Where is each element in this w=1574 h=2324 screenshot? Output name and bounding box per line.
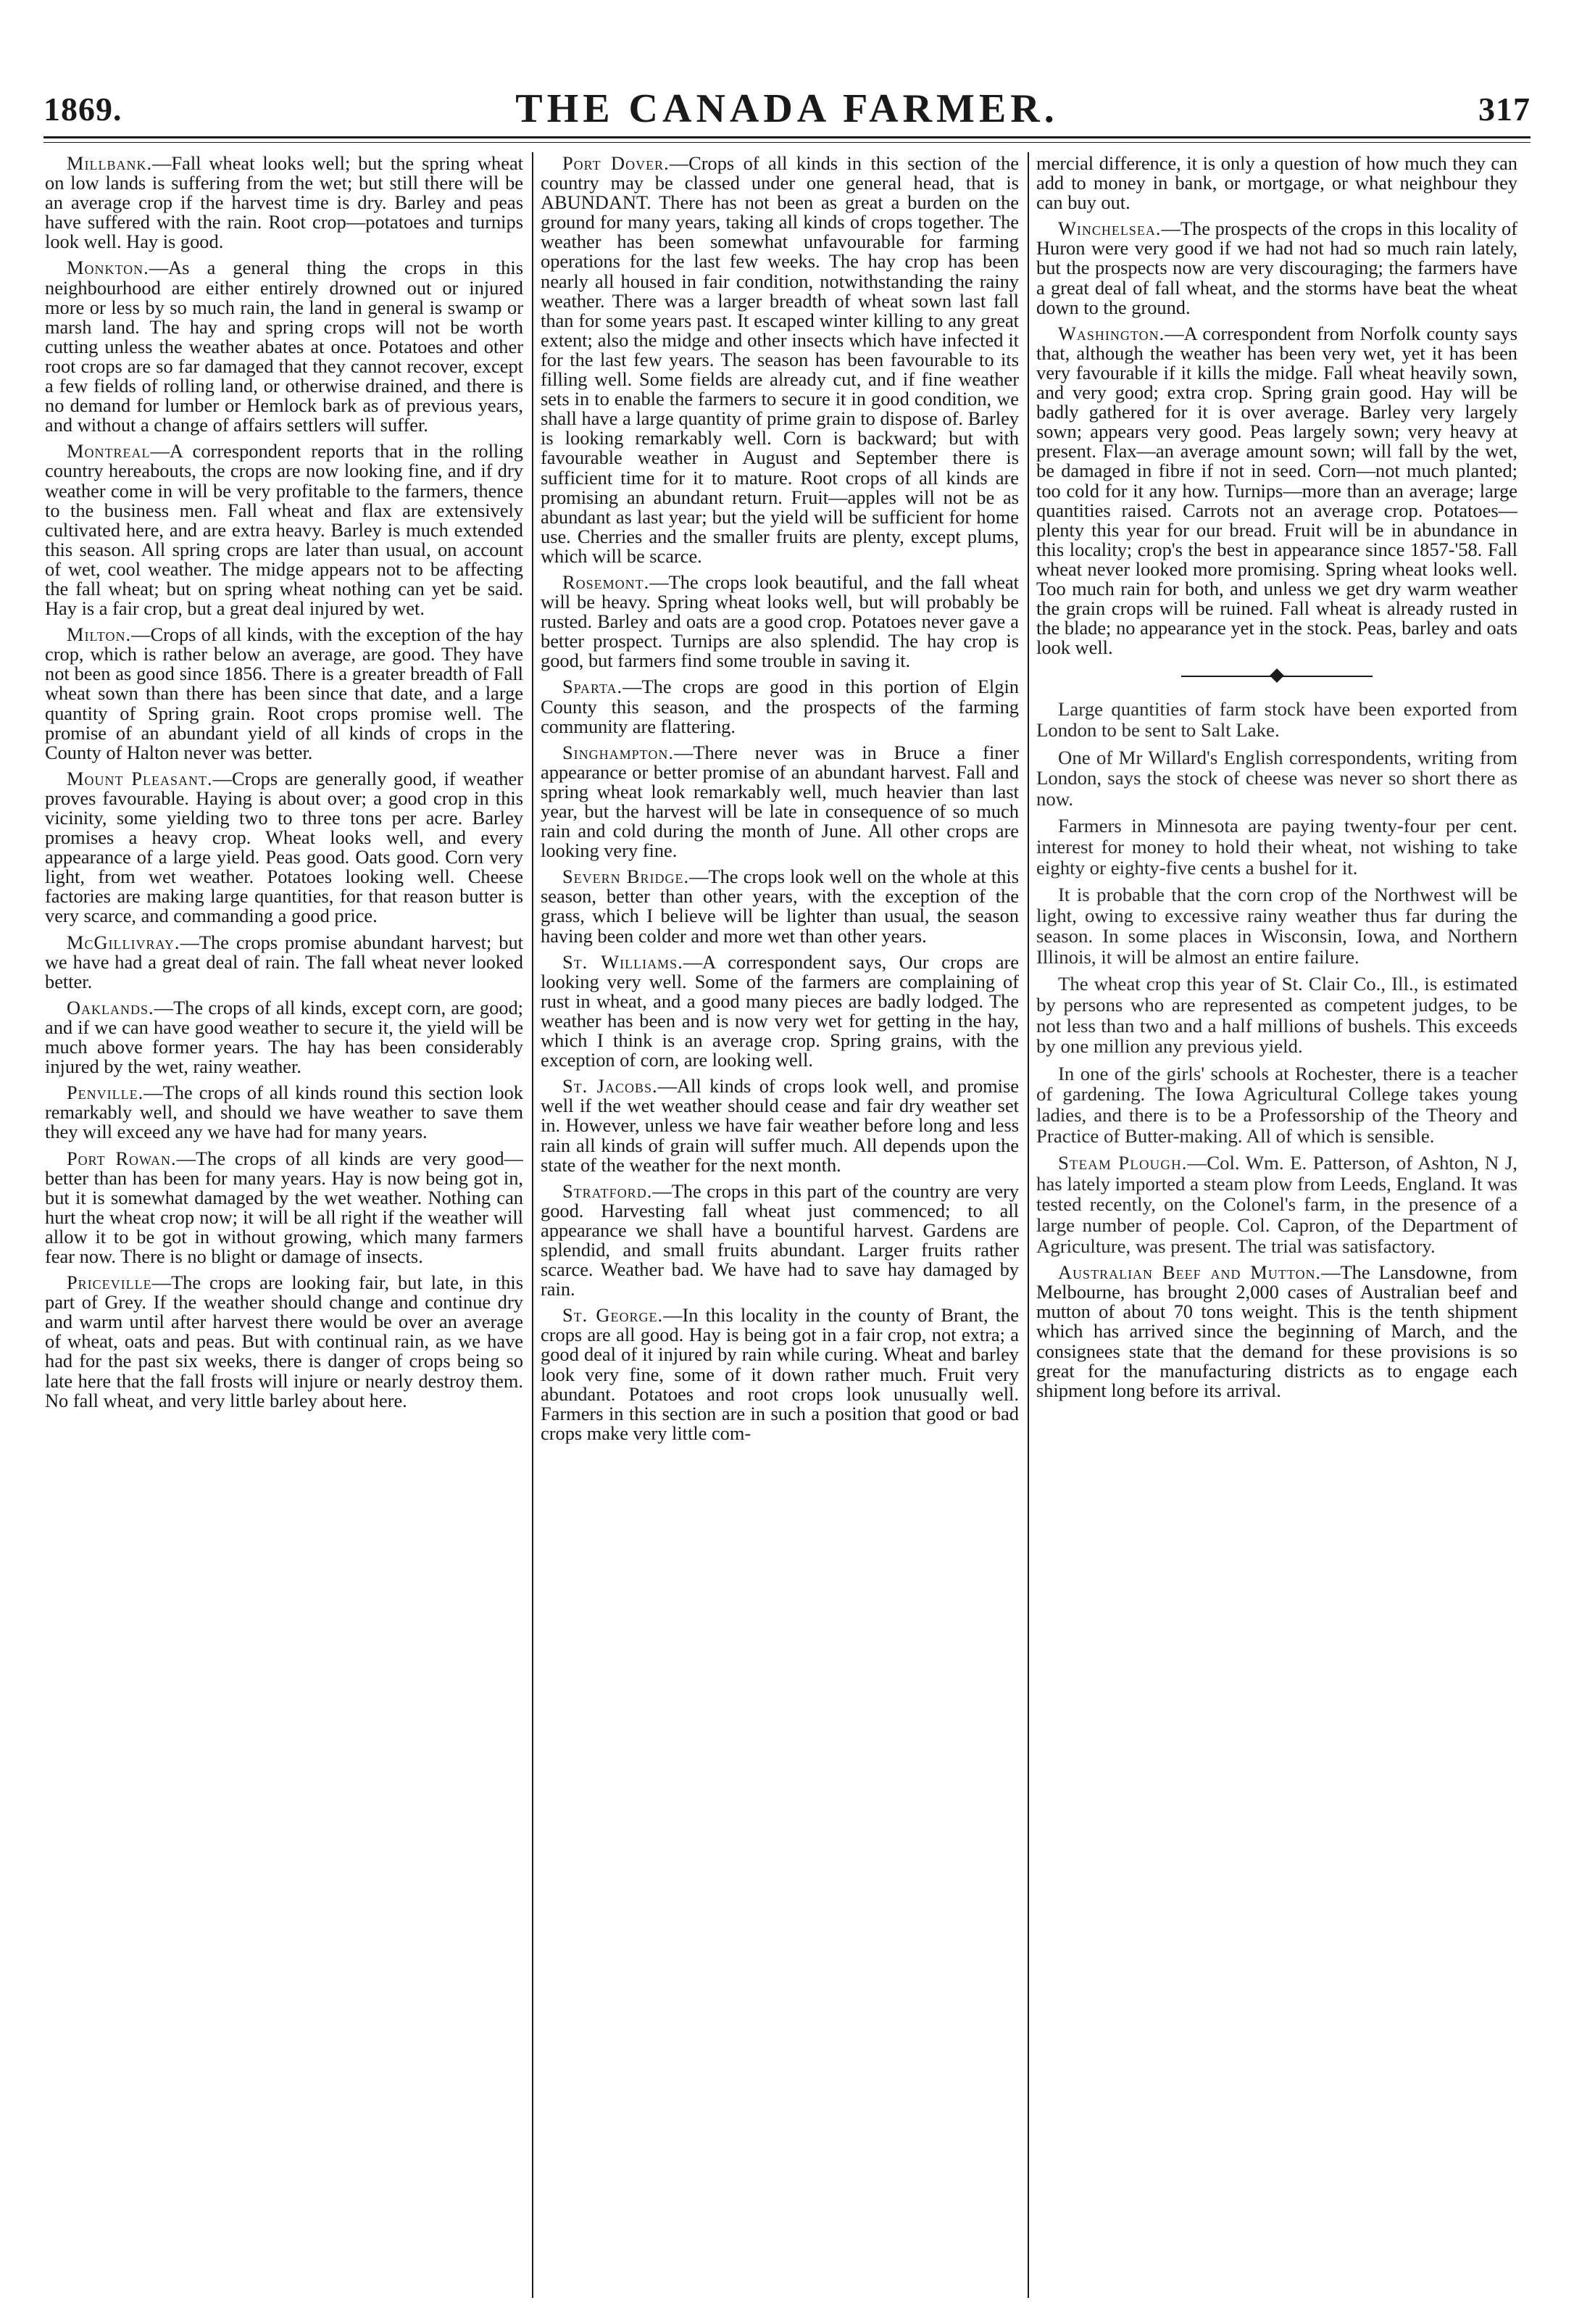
report-text: —The crops are good in this portion of Elgin County this season, and the prospects of the farming community are flattering. xyxy=(541,676,1019,737)
report-text: —Crops of all kinds in this section of the country may be classed under one general head, that is ABUNDANT. There has not been as great a burden on the ground for many years, taking all kinds of crops together. The weather has been somewhat unfavourable for farming operations for the last few weeks. The hay crop has been nearly all housed in fair condition, notwithstanding the rainy weather. There was a larger breadth of wheat sown last fall than for some years past. It escaped winter killing to any great extent; also the midge and other insects which have infected it for the last few years. The season has been favourable to its filling well. Some fields are already cut, and if fine weather sets in to enable the farmers to secure it in good condition, we shall have a large quantity of prime grain to dispose of. Barley is looking remarkably well. Corn is backward; but with favourable weather in August and September there is sufficient time for it to mature. Root crops of all kinds are promising an abundant return. Fruit—apples will not be as abundant as last year; but the yield will be sufficient for home use. Cherries and the smaller fruits are plenty, except plums, which will be scarce. xyxy=(541,154,1019,567)
report-text: —There never was in Bruce a finer appearance or better promise of an abundant harvest. Fall and spring wheat look remarkably well, much heavier than last year, but the harvest will be late in consequence of so much rain and cold during the month of June. All other crops are looking very fine. xyxy=(541,741,1019,862)
report-text: —The crops of all kinds are very good—better than has been for many years. Hay is now being got in, but it is somewhat damaged by the wet weather. Nothing can hurt the wheat crop now; it will be all right if the weather will allow it to be got in without growing, which many farmers fear now. There is no blight or damage of insects. xyxy=(45,1147,523,1267)
note-cheese xyxy=(1036,747,1517,810)
note-australian-beef xyxy=(1036,1263,1517,1400)
place-name: St. Williams. xyxy=(562,950,683,973)
divider-ornament-icon xyxy=(1270,668,1284,683)
report-oaklands xyxy=(45,998,523,1076)
report-text: —The crops of all kinds, except corn, are good; and if we can have good weather to secure it, the yield will be much above former years. The hay has been considerably injured by the wet, rainy weather. xyxy=(45,996,523,1078)
section-divider xyxy=(1036,664,1517,689)
report-text: —Fall wheat looks well; but the spring wheat on low lands is suffering from the wet; but still there will be an average crop if the harvest time is dry. Barley and peas have suffered with the rain. Root crop—potatoes and turnips look well. Hay is good. xyxy=(45,154,523,253)
report-text: —The crops look beautiful, and the fall wheat will be heavy. Spring wheat looks well, but will probably be rusted. Barley and oats are a good crop. Potatoes never gave a better prospect. Turnips are also splendid. The hay crop is good, but farmers find some trouble in saving it. xyxy=(541,570,1019,672)
report-sparta xyxy=(541,677,1019,736)
place-name: Oaklands. xyxy=(67,996,154,1018)
report-mcgillivray xyxy=(45,933,523,992)
report-st-george-continued xyxy=(1036,154,1517,212)
report-millbank xyxy=(45,154,523,252)
note-text: Large quantities of farm stock have been exported from London to be sent to Salt Lake. xyxy=(1036,698,1517,741)
report-text: —The prospects of the crops in this locality of Huron were very good if we had not had so much rain lately, but the prospects now are very discouraging; the farmers have a great deal of fall wheat, and the storms have beat the wheat down to the ground. xyxy=(1036,217,1517,318)
report-montreal xyxy=(45,441,523,618)
page-number: 317 xyxy=(1478,91,1531,128)
report-text: —As a general thing the crops in this neighbourhood are either entirely drowned out or injured more or less by so much rain, the land in general is swamp or marsh land. The hay and spring crops will not be worth cutting unless the weather abates at once. Potatoes and other root crops are so far damaged that they cannot recover, except a few fields of rolling land, or otherwise drained, and there is no demand for lumber or Hemlock bark as of previous years, and without a change of affairs settlers will suffer. xyxy=(45,257,523,436)
report-text: —A correspondent from Norfolk county says that, although the weather has been very wet, yet it has been very favourable if it kills the midge. Fall wheat heavily sown, and very good; extra crop. Spring grain good. Hay will be badly gathered for it is over average. Barley very largely sown; appears very good. Peas largely sown; very heavy at present. Flax—an average amount sown; will fall by the wet, be damaged in fibre if not in seed. Corn—not much planted; too cold for it any how. Turnips—more than an average; large quantities raised. Carrots not an average crop. Potatoes—plenty this year for our bread. Fruit will be in abundance in this locality; crop's the best in appearance since 1857-'58. Fall wheat never looked more promising. Spring wheat looks well. Too much rain for both, and unless we get dry warm weather the grain crops will be ruined. Fall wheat is already rusted in the blade; no appearance yet in the stock. Peas, barley and oats look well. xyxy=(1036,322,1517,659)
report-monkton xyxy=(45,258,523,435)
report-penville xyxy=(45,1083,523,1142)
report-text: —The crops are looking fair, but late, in this part of Grey. If the weather should change and continue dry and warm until after harvest there would be over an average of wheat, oats and peas. But with continual rain, as we have had for the past six weeks, there is danger of crops being so late here that the fall frosts will injure or nearly destroy them. No fall wheat, and very little barley about here. xyxy=(45,1271,523,1411)
report-winchelsea xyxy=(1036,219,1517,317)
note-minnesota xyxy=(1036,816,1517,878)
note-heading: Steam Plough. xyxy=(1058,1152,1188,1174)
note-rochester-school xyxy=(1036,1063,1517,1146)
report-st-williams xyxy=(541,950,1019,1071)
place-name: Mount Pleasant. xyxy=(67,767,213,789)
report-text: mercial difference, it is only a question of how much they can add to money in bank, or mortgage, or what neighbour they can buy out. xyxy=(1036,154,1517,214)
place-name: Sparta. xyxy=(562,676,623,698)
place-name: Singhampton. xyxy=(562,741,674,763)
column-3 xyxy=(1036,154,1517,2299)
place-name: Winchelsea. xyxy=(1058,217,1162,240)
report-stratford xyxy=(541,1179,1019,1300)
report-text: —All kinds of crops look well, and promise well if the wet weather should cease and fair dry weather set in. However, unless we have fair weather before long and less rain all kinds of grain will suffer much. All depends upon the state of the weather for the next month. xyxy=(541,1075,1019,1176)
header-rule xyxy=(43,136,1531,138)
place-name: Port Dover. xyxy=(562,154,670,174)
note-text: —Col. Wm. E. Patterson, of Ashton, N J, has lately imported a steam plow from Leeds, England. It was tested recently, on the Colonel's farm, in the presence of a large number of people. Col. Capron, of the Department of Agriculture, was present. The trial was satisfactory. xyxy=(1036,1152,1517,1257)
page-header xyxy=(43,86,1531,144)
report-st-jacobs xyxy=(541,1076,1019,1174)
place-name: Severn Bridge. xyxy=(562,866,690,888)
page-year: 1869. xyxy=(43,91,122,128)
news-notes xyxy=(1036,699,1517,1256)
report-port-dover xyxy=(541,154,1019,566)
place-name: Monkton. xyxy=(67,257,149,279)
note-farm-stock xyxy=(1036,699,1517,740)
place-name: Port Rowan. xyxy=(67,1147,177,1169)
note-corn-crop xyxy=(1036,884,1517,967)
report-severn-bridge xyxy=(541,867,1019,945)
report-text: —Crops are generally good, if weather proves favourable. Haying is about over; a good crop in this vicinity, some yielding two to three tons per acre. Barley promises a heavy crop. Wheat looks well, and every appearance of a large yield. Peas good. Oats good. Corn very light, from wet weather. Potatoes looking well. Cheese factories are making large quantities, for that reason butter is very scarce, and commanding a good price. xyxy=(45,767,523,927)
column-2 xyxy=(541,154,1019,2299)
note-text: It is probable that the corn crop of the Northwest will be light, owing to excessive rainy weather thus far during the season. In some places in Wisconsin, Iowa, and Northern Illinois, it will be almost an entire failure. xyxy=(1036,884,1517,968)
report-text: —A correspondent says, Our crops are looking very well. Some of the farmers are complaining of rust in wheat, and a good many pieces are badly lodged. The weather has been and is now very wet for getting in the hay, which I think is an average crop. Spring grains, with the exception of corn, are looking well. xyxy=(541,950,1019,1071)
report-text: —The crops promise abundant harvest; but we have had a great deal of rain. The fall wheat never looked better. xyxy=(45,931,523,992)
note-st-clair-wheat xyxy=(1036,974,1517,1056)
report-mount-pleasant xyxy=(45,769,523,926)
place-name: Montreal xyxy=(67,440,151,462)
place-name: St. George. xyxy=(562,1304,664,1327)
report-text: —A correspondent reports that in the rolling country hereabouts, the crops are now looking fine, and if dry weather come in will be very profitable to the farmers, thence to the business men. Fall wheat and flax are extensively cultivated here, and are extra heavy. Barley is much extended this season. All spring crops are later than usual, on account of wet, cool weather. The midge appears not to be affecting the fall wheat; but on spring wheat nothing can yet be said. Hay is a fair crop, but a great deal injured by wet. xyxy=(45,440,523,620)
report-rosemont xyxy=(541,570,1019,672)
report-text: —The crops of all kinds round this section look remarkably well, and should we have weather to save them they will exceed any we have had for many years. xyxy=(45,1082,523,1143)
place-name: Rosemont. xyxy=(562,570,650,593)
report-milton xyxy=(45,625,523,763)
report-text: —The crops look well on the whole at this season, better than other years, with the exception of the grass, which I believe will be lighter than usual, the season having been colder and more wet than other years. xyxy=(541,866,1019,947)
place-name: Stratford. xyxy=(562,1179,653,1202)
header-rule-thin xyxy=(43,142,1531,143)
note-text: Farmers in Minnesota are paying twenty-four per cent. interest for money to hold their wheat, not wishing to take eighty or eighty-five cents a bushel for it. xyxy=(1036,815,1517,879)
place-name: Priceville xyxy=(67,1271,152,1294)
report-st-george xyxy=(541,1306,1019,1443)
report-text: —The crops in this part of the country are very good. Harvesting fall wheat just commenced; to all appearance we shall have a bountiful harvest. Gardens are splendid, and small fruits abundant. Larger fruits rather scarce. Weather bad. We have had to save hay damaged by rain. xyxy=(541,1179,1019,1300)
place-name: Millbank. xyxy=(67,154,153,174)
place-name: McGillivray. xyxy=(67,931,180,953)
note-heading: Australian Beef and Mutton. xyxy=(1058,1261,1322,1284)
report-text: —In this locality in the county of Brant, the crops are all good. Hay is being got in a fair crop, not extra; a good deal of it injured by rain while curing. Wheat and barley look very fine, some of it down rather much. Fruit very abundant. Potatoes and root crops look unusually well. Farmers in this section are in such a position that good or bad crops make very little com- xyxy=(541,1304,1019,1444)
report-priceville xyxy=(45,1273,523,1411)
note-text: In one of the girls' schools at Rochester, there is a teacher of gardening. The Iowa Agricultural College takes young ladies, and there is to be a Professorship of the Theory and Practice of Butter-making. All of which is sensible. xyxy=(1036,1062,1517,1147)
column-rule-1 xyxy=(532,152,533,2298)
place-name: Penville. xyxy=(67,1082,144,1104)
place-name: St. Jacobs. xyxy=(562,1075,658,1097)
report-port-rowan xyxy=(45,1149,523,1267)
note-text: —The Lansdowne, from Melbourne, has brought 2,000 cases of Australian beef and mutton of about 70 tons weight. This is the tenth shipment which has arrived since the beginning of March, and the consignees state that the demand for these provisions is so great for the manufacturing districts as to engage each shipment long before its arrival. xyxy=(1036,1261,1517,1401)
report-text: —Crops of all kinds, with the exception of the hay crop, which is rather below an average, are good. They have not been as good since 1856. There is a greater breadth of Fall wheat sown than there has been since that date, and a large quantity of Spring grain. Root crops promise well. The promise of an abundant yield of all kinds of crops in the County of Halton never was better. xyxy=(45,623,523,763)
newspaper-title: THE CANADA FARMER. xyxy=(515,86,1059,131)
place-name: Milton. xyxy=(67,623,132,646)
report-singhampton xyxy=(541,743,1019,861)
note-steam-plough xyxy=(1036,1153,1517,1256)
place-name: Washington. xyxy=(1058,322,1165,344)
note-text: One of Mr Willard's English correspondents, writing from London, says the stock of cheese was never so short there as now. xyxy=(1036,746,1517,810)
column-1 xyxy=(45,154,523,2299)
column-rule-2 xyxy=(1028,152,1029,2298)
note-text: The wheat crop this year of St. Clair Co., Ill., is estimated by persons who are represented as competent judges, to be not less than two and a half millions of bushels. This exceeds by one million any previous yield. xyxy=(1036,973,1517,1058)
report-washington xyxy=(1036,324,1517,658)
